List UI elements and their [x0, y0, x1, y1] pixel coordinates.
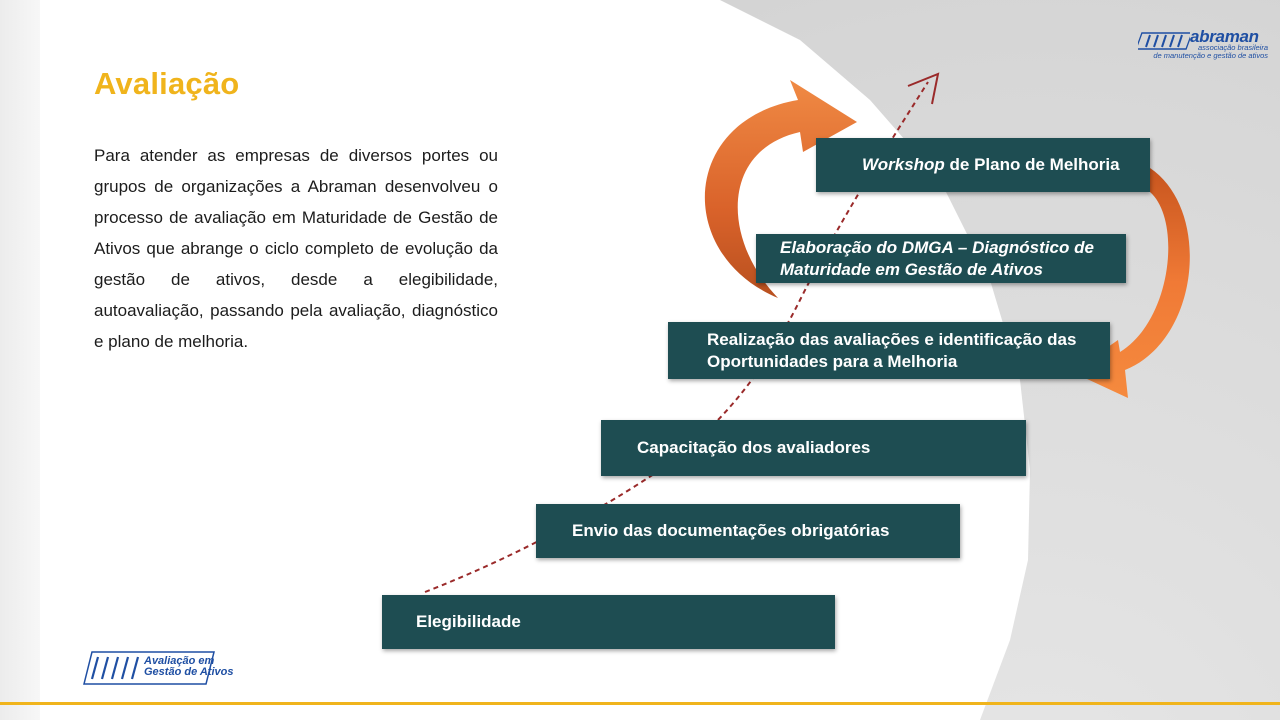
abraman-tagline: [1138, 44, 1268, 60]
step-label: Capacitação dos avaliadores: [637, 438, 871, 457]
step-label-rest: de Plano de Melhoria: [944, 155, 1120, 174]
step-workshop-plano-melhoria: [816, 138, 1150, 192]
step-label: [862, 155, 1120, 175]
step-capacitacao-avaliadores: [601, 420, 1026, 476]
step-label-italic: Workshop: [862, 155, 945, 174]
step-realizacao-avaliacoes: [668, 322, 1110, 379]
abraman-tagline-line2: de manutenção e gestão de ativos: [1153, 51, 1268, 60]
step-elaboracao-dmga: [756, 234, 1126, 283]
badge-line1: Avaliação em: [144, 655, 215, 667]
step-label-line2: Oportunidades para a Melhoria: [707, 351, 958, 371]
page-title: Avaliação: [94, 66, 240, 101]
step-elegibilidade: [382, 595, 835, 649]
step-label-line1: Realização das avaliações e identificação das: [707, 329, 1077, 349]
step-label: Envio das documentações obrigatórias: [572, 521, 890, 540]
bottom-accent-line: [0, 702, 1280, 705]
intro-paragraph: Para atender as empresas de diversos portes ou grupos de organizações a Abraman desenvolveu o processo de avaliação em Maturidade de Gestão de Ativos que abrange o ciclo completo de evolução da gestão de ativos, desde a elegibilidade, autoavaliação, passando pela avaliação, diagnóstico e plano de melhoria.: [94, 146, 498, 351]
step-label: Elegibilidade: [416, 612, 521, 631]
abraman-wordmark: abraman: [1190, 27, 1259, 46]
abraman-logo: [1138, 27, 1268, 60]
step-label-line2: Maturidade em Gestão de Ativos: [780, 259, 1043, 279]
avaliacao-gestao-ativos-logo: [82, 644, 242, 688]
badge-text: [144, 656, 233, 678]
step-envio-documentacoes: [536, 504, 960, 558]
abraman-tagline-line1: associação brasileira: [1197, 43, 1268, 52]
badge-line2: Gestão de Ativos: [144, 666, 234, 678]
step-label-line1: Elaboração do DMGA – Diagnóstico de: [780, 237, 1094, 257]
